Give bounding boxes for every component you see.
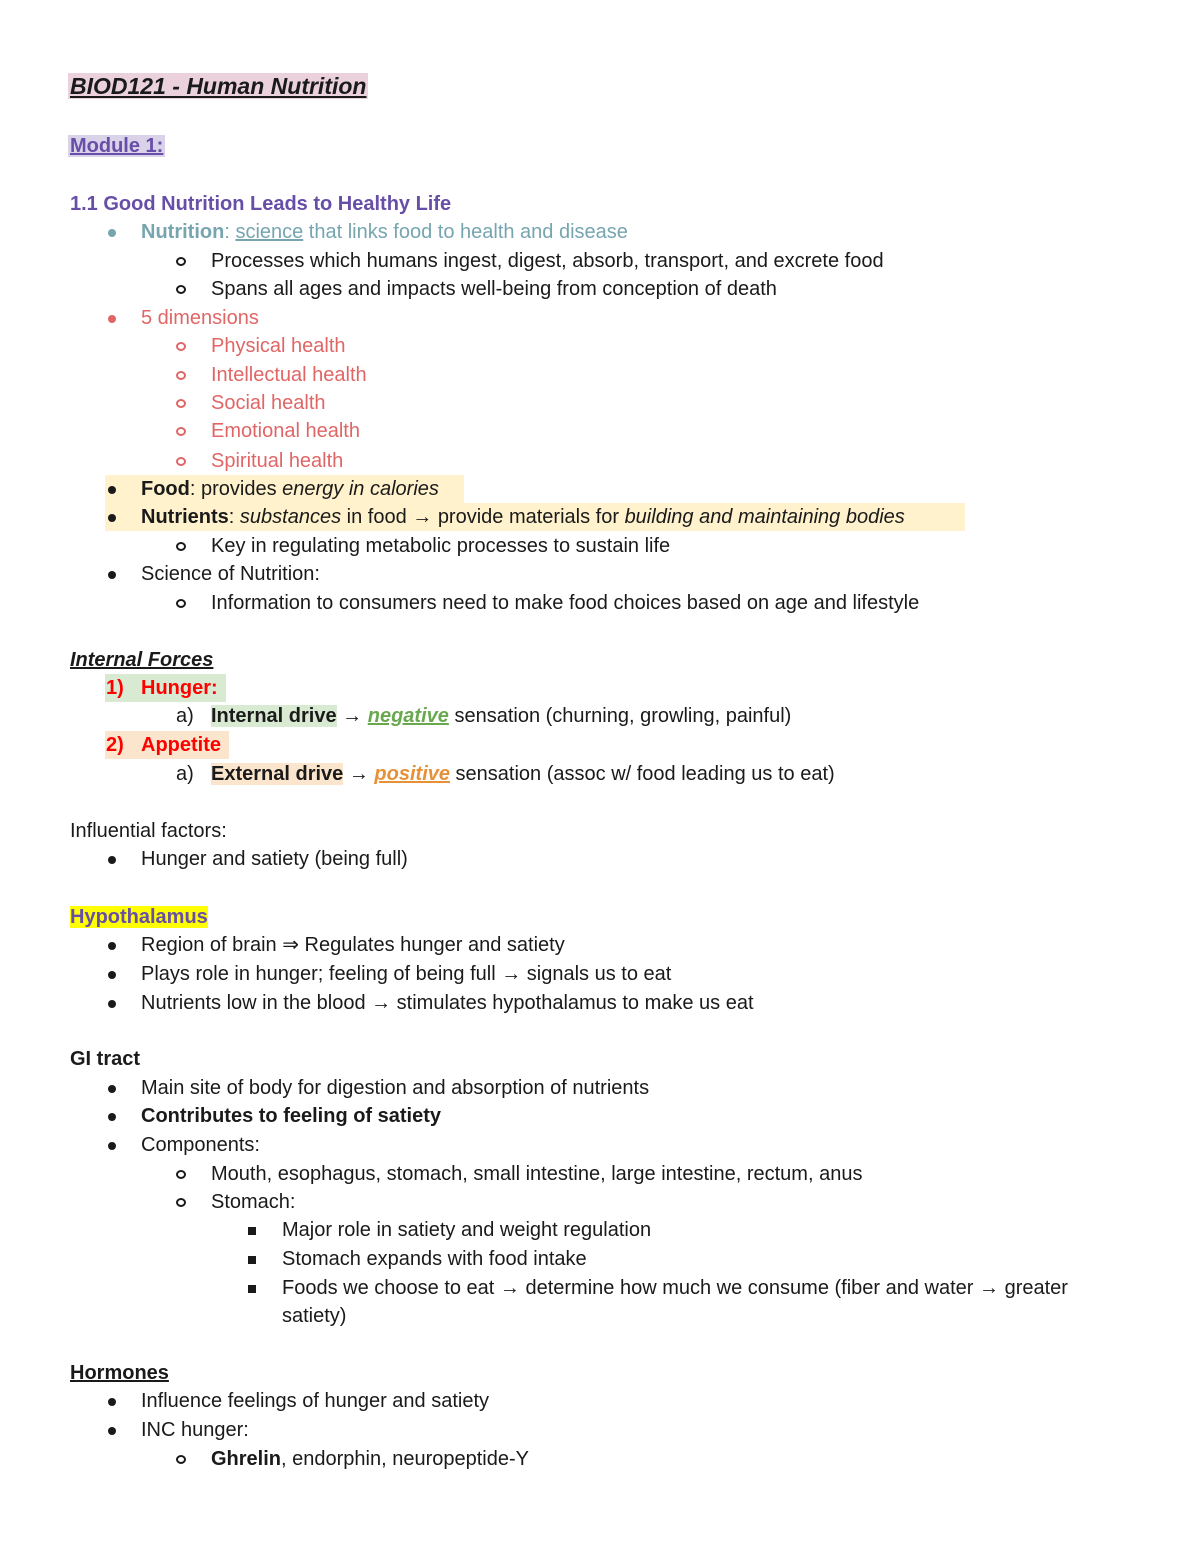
science-link: science [235, 221, 304, 243]
bullet-icon [106, 962, 118, 986]
bullet-icon [106, 933, 118, 957]
nutrients-item: Nutrients: substances in food → provide materials for building and maintaining bodies [141, 505, 905, 533]
bullet-icon [106, 1076, 118, 1100]
list-item: INC hunger: [141, 1418, 249, 1446]
hunger-detail: a) Internal drive → negative sensation (churning, growling, painful) [176, 705, 792, 727]
circle-bullet-icon [175, 277, 187, 301]
dimensions-item: 5 dimensions [141, 306, 259, 334]
list-item: Stomach: [211, 1190, 295, 1218]
list-item: Spans all ages and impacts well-being from conception of death [211, 277, 777, 305]
section-heading: 1.1 Good Nutrition Leads to Healthy Life [70, 193, 452, 215]
module-heading: Module 1: [70, 135, 164, 157]
doc-title: BIOD121 - Human Nutrition [70, 73, 367, 99]
bullet-icon [106, 1104, 118, 1128]
circle-bullet-icon [175, 249, 187, 273]
circle-bullet-icon [175, 334, 187, 358]
bullet-icon [106, 847, 118, 871]
circle-bullet-icon [175, 1447, 187, 1471]
list-item: Stomach expands with food intake [282, 1247, 587, 1275]
hunger-item: 1) Hunger: [141, 676, 218, 704]
influential-label: Influential factors: [70, 820, 227, 842]
list-item: Spiritual health [211, 449, 343, 477]
hormones-heading: Hormones [70, 1362, 169, 1384]
list-item: Hunger and satiety (being full) [141, 847, 408, 875]
bullet-icon [106, 1418, 118, 1442]
circle-bullet-icon [175, 591, 187, 615]
square-bullet-icon [246, 1218, 258, 1242]
list-item: Major role in satiety and weight regulation [282, 1218, 651, 1246]
bullet-icon [106, 1133, 118, 1157]
list-item: Foods we choose to eat → determine how much we consume (fiber and water → greater [282, 1276, 1068, 1304]
list-item: Information to consumers need to make food choices based on age and lifestyle [211, 591, 919, 619]
food-item: Food: provides energy in calories [141, 477, 439, 505]
internal-forces-heading: Internal Forces [70, 649, 214, 671]
list-item: Main site of body for digestion and absorption of nutrients [141, 1076, 649, 1104]
bullet-icon [106, 220, 118, 244]
science-of-nutrition-item: Science of Nutrition: [141, 562, 320, 590]
circle-bullet-icon [175, 419, 187, 443]
square-bullet-icon [246, 1247, 258, 1271]
bullet-icon [106, 505, 118, 529]
list-item: Intellectual health [211, 363, 367, 391]
bullet-icon [106, 477, 118, 501]
circle-bullet-icon [175, 449, 187, 473]
hypothalamus-heading: Hypothalamus [70, 906, 208, 928]
list-item: Region of brain ⇒ Regulates hunger and satiety [141, 933, 565, 961]
gi-tract-heading: GI tract [70, 1048, 141, 1070]
list-item: Physical health [211, 334, 346, 362]
appetite-detail: a) External drive → positive sensation (assoc w/ food leading us to eat) [176, 763, 835, 785]
list-item: Key in regulating metabolic processes to sustain life [211, 534, 670, 562]
list-item: Mouth, esophagus, stomach, small intestine, large intestine, rectum, anus [211, 1162, 862, 1190]
list-item: Components: [141, 1133, 260, 1161]
bullet-icon [106, 306, 118, 330]
circle-bullet-icon [175, 391, 187, 415]
list-item: Ghrelin, endorphin, neuropeptide-Y [211, 1447, 529, 1475]
list-item: Contributes to feeling of satiety [141, 1104, 441, 1132]
circle-bullet-icon [175, 534, 187, 558]
list-item: Social health [211, 391, 326, 419]
circle-bullet-icon [175, 363, 187, 387]
bullet-icon [106, 562, 118, 586]
bullet-icon [106, 991, 118, 1015]
nutrition-item: Nutrition: science that links food to health and disease [141, 220, 628, 248]
list-item-continuation: satiety) [282, 1305, 347, 1327]
list-item: Influence feelings of hunger and satiety [141, 1389, 489, 1417]
list-item: Emotional health [211, 419, 360, 447]
circle-bullet-icon [175, 1190, 187, 1214]
square-bullet-icon [246, 1276, 258, 1300]
bullet-icon [106, 1389, 118, 1413]
list-item: Processes which humans ingest, digest, absorb, transport, and excrete food [211, 249, 884, 277]
list-item: Plays role in hunger; feeling of being full → signals us to eat [141, 962, 671, 990]
list-item: Nutrients low in the blood → stimulates hypothalamus to make us eat [141, 991, 754, 1019]
circle-bullet-icon [175, 1162, 187, 1186]
appetite-item: 2) Appetite [141, 733, 221, 761]
